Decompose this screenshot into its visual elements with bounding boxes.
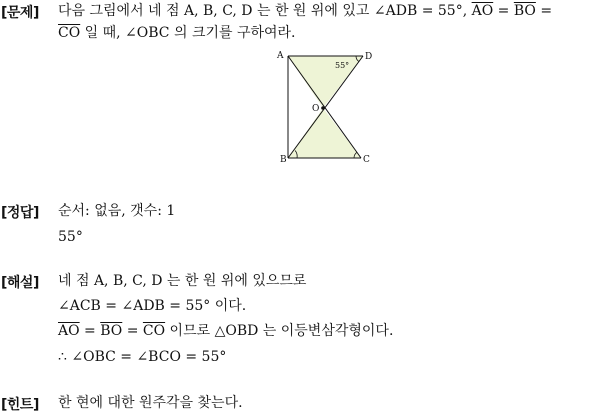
problem-tag: [문제] — [1, 5, 39, 21]
explanation-line-2: ∠ACB = ∠ADB = 55° 이다. — [58, 298, 247, 314]
segment-bo: $\overline{BO}$ — [100, 323, 123, 339]
equals-sign: = — [79, 323, 101, 339]
explanation-line-4: ∴ ∠OBC = ∠BCO = 55° — [58, 349, 227, 365]
answer-tag: [정답] — [1, 205, 39, 221]
hint-tag: [힌트] — [1, 397, 39, 413]
equals-sign: = — [535, 3, 553, 19]
segment-co: $\overline{CO}$ — [142, 323, 166, 339]
geometry-figure — [268, 46, 380, 168]
explanation-line-3 — [58, 322, 393, 340]
answer-line-1: 순서: 없음, 갯수: 1 — [58, 203, 176, 219]
problem-line-2 — [58, 24, 296, 42]
segment-ao: $\overline{AO}$ — [471, 3, 494, 19]
answer-value: 55° — [58, 229, 83, 245]
equals-sign: = — [122, 323, 143, 339]
label-o: O — [312, 104, 320, 114]
segment-bo: $\overline{BO}$ — [513, 3, 536, 19]
explanation-line-1: 네 점 A, B, C, D 는 한 원 위에 있으므로 — [58, 273, 307, 289]
explanation-text-3: 이므로 △OBD 는 이등변삼각형이다. — [165, 323, 394, 339]
label-a: A — [277, 51, 284, 61]
problem-text-2: 일 때, ∠OBC 의 크기를 구하여라. — [80, 25, 296, 41]
label-c: C — [363, 155, 370, 165]
hint-line-1: 한 현에 대한 원주각을 찾는다. — [58, 395, 243, 411]
point-o — [321, 106, 325, 110]
upper-triangle — [288, 56, 363, 108]
explanation-tag: [해설] — [1, 275, 39, 291]
label-d: D — [365, 52, 373, 62]
problem-line-1 — [58, 2, 552, 20]
label-b: B — [280, 155, 287, 165]
angle-label: 55° — [335, 61, 350, 70]
segment-ao: $\overline{AO}$ — [58, 323, 80, 339]
equals-sign: = — [493, 3, 514, 19]
problem-text-1: 다음 그림에서 네 점 A, B, C, D 는 한 원 위에 있고 ∠ADB = 55°, — [58, 3, 472, 19]
segment-co: $\overline{CO}$ — [58, 25, 81, 41]
lower-triangle — [288, 108, 361, 158]
